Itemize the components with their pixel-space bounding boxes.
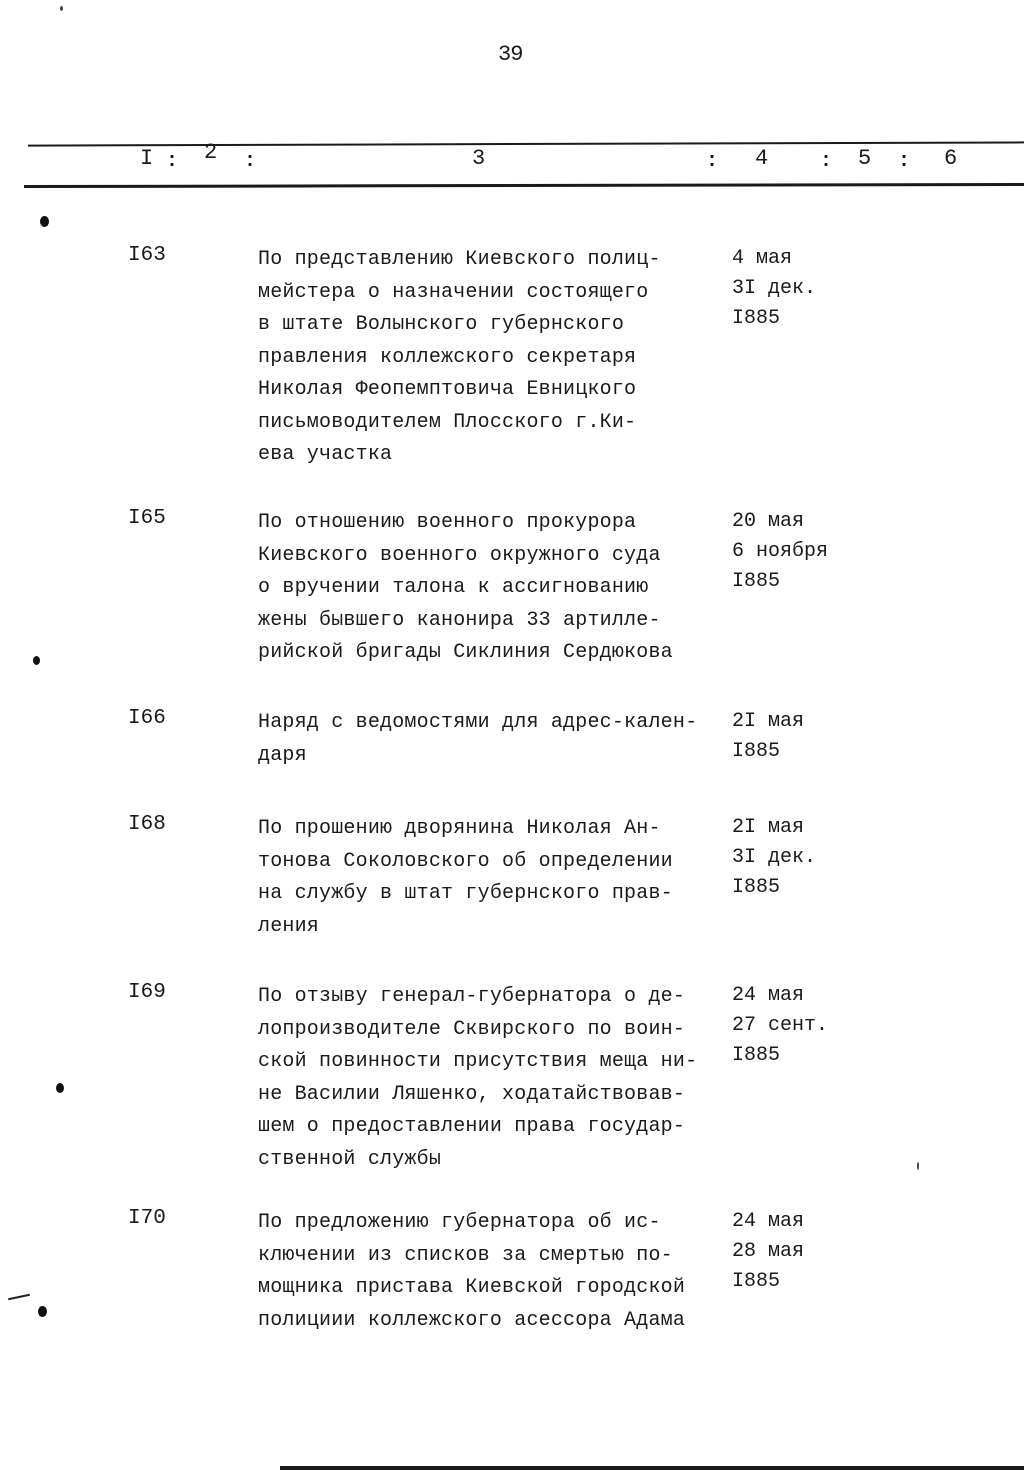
file-description	[258, 507, 728, 670]
file-number: I63	[128, 244, 166, 267]
description-line: По предложению губернатора об ис-	[258, 1211, 661, 1234]
date-start: 2I мая	[732, 816, 805, 839]
description-line: Киевского военного окружного суда	[258, 543, 661, 567]
description-line: Наряд с ведомостями для адрес-кален-	[258, 711, 698, 734]
scan-speck	[60, 6, 63, 11]
description-line: мощника пристава Киевской городской	[258, 1276, 686, 1299]
date-end: 3I дек.	[732, 846, 817, 869]
date-end: 28 мая	[732, 1240, 805, 1263]
description-line: лопроизводителе Сквирского по воин-	[258, 1017, 686, 1041]
description-line: правления коллежского секретаря	[258, 345, 637, 369]
punch-hole-mark	[33, 656, 40, 665]
file-description	[258, 244, 728, 472]
file-description	[258, 981, 728, 1176]
description-line: По отзыву генерал-губернатора о де-	[258, 985, 686, 1008]
column-header-5: 5	[858, 146, 872, 171]
description-line: на службу в штат губернского прав-	[258, 882, 673, 905]
description-line: По прошению дворянина Николая Ан-	[258, 817, 661, 840]
file-dates	[732, 244, 816, 334]
description-line: По отношению военного прокурора	[258, 511, 637, 534]
date-end: 27 сент.	[732, 1014, 829, 1037]
column-header-2: 2	[204, 140, 218, 165]
column-header-3: 3	[472, 146, 486, 171]
description-line: полициии коллежского асессора Адама	[258, 1308, 686, 1332]
file-description	[258, 707, 728, 772]
description-line: шем о предоставлении права государ-	[258, 1115, 686, 1138]
date-start: 24 мая	[732, 984, 805, 1007]
description-line: жены бывшего канонира 33 артилле-	[258, 608, 661, 632]
date-year: I885	[732, 876, 781, 899]
date-year: I885	[732, 740, 781, 763]
date-year: I885	[732, 1044, 781, 1067]
date-start: 2I мая	[732, 710, 805, 733]
column-header-6: 6	[944, 146, 958, 171]
file-number: I65	[128, 507, 166, 530]
column-header-4: 4	[755, 146, 769, 171]
description-line: письмоводителем Плосского г.Ки-	[258, 410, 637, 434]
header-bottom-rule	[24, 183, 1024, 188]
description-line: мейстера о назначении состоящего	[258, 280, 649, 304]
file-description	[258, 813, 728, 943]
date-year: I885	[732, 1270, 781, 1293]
description-line: ева участка	[258, 443, 393, 466]
description-line: даря	[258, 743, 307, 767]
description-line: ственной службы	[258, 1147, 442, 1171]
description-line: ключении из списков за смертью по-	[258, 1243, 673, 1267]
punch-hole-mark	[38, 1306, 47, 1317]
description-line: Николая Феопемптовича Евницкого	[258, 378, 637, 401]
margin-pen-mark	[8, 1294, 30, 1301]
description-line: не Василии Ляшенко, ходатайствовав-	[258, 1082, 686, 1106]
description-line: в штате Волынского губернского	[258, 313, 625, 336]
column-separator: :	[898, 150, 911, 173]
header-top-rule	[28, 141, 1024, 146]
file-dates	[732, 981, 828, 1071]
date-year: I885	[732, 570, 781, 593]
date-start: 4 мая	[732, 247, 793, 270]
description-line: По представлению Киевского полиц-	[258, 248, 661, 271]
file-number: I70	[128, 1207, 166, 1230]
date-year: I885	[732, 307, 781, 330]
column-separator: :	[244, 150, 257, 173]
date-end: 3I дек.	[732, 277, 817, 300]
file-dates	[732, 1207, 804, 1297]
date-end: 6 ноября	[732, 540, 829, 563]
date-start: 20 мая	[732, 510, 805, 533]
punch-hole-mark	[40, 216, 49, 227]
date-start: 24 мая	[732, 1210, 805, 1233]
column-separator: :	[166, 150, 179, 173]
column-separator: :	[706, 150, 719, 173]
file-number: I69	[128, 981, 166, 1004]
file-dates	[732, 507, 828, 597]
file-number: I68	[128, 813, 166, 836]
file-dates	[732, 813, 816, 903]
description-line: рийской бригады Сиклиния Сердюкова	[258, 641, 673, 664]
page-bottom-rule	[280, 1466, 1024, 1470]
description-line: ской повинности присутствия меща ни-	[258, 1050, 698, 1073]
file-description	[258, 1207, 728, 1337]
file-dates	[732, 707, 804, 767]
description-line: тонова Соколовского об определении	[258, 849, 673, 873]
column-header-1: I	[140, 146, 154, 171]
punch-hole-mark	[56, 1083, 64, 1093]
file-number: I66	[128, 707, 166, 730]
description-line: о вручении талона к ассигнованию	[258, 576, 649, 599]
scan-speck	[917, 1162, 919, 1170]
column-separator: :	[820, 150, 833, 173]
description-line: ления	[258, 914, 320, 938]
page-number: 39	[498, 42, 523, 67]
